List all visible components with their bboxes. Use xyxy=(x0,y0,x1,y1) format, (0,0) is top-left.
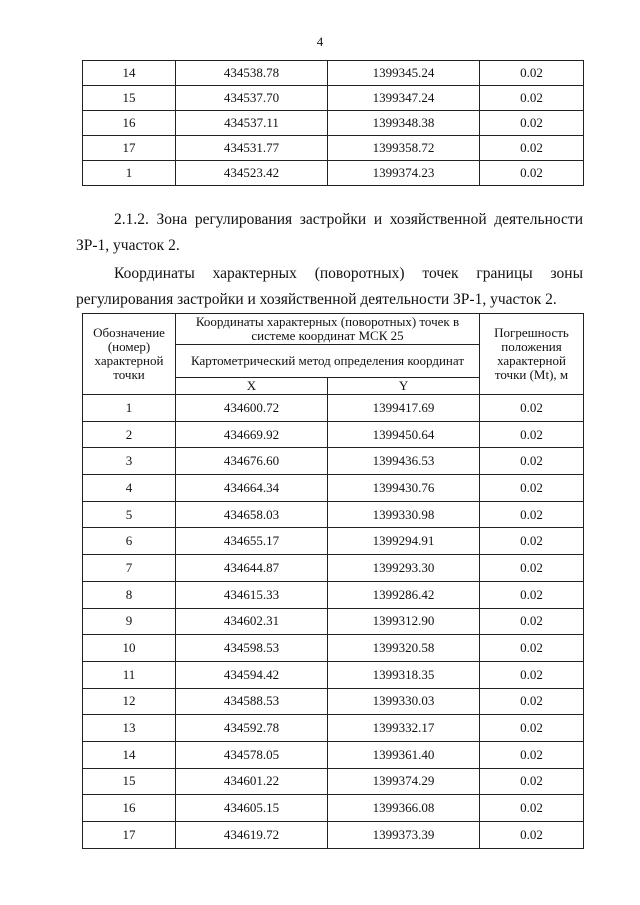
cell-accuracy: 0.02 xyxy=(480,635,584,662)
cell-y: 1399417.69 xyxy=(328,395,480,422)
cell-y: 1399436.53 xyxy=(328,448,480,475)
cell-point-number: 12 xyxy=(83,688,176,715)
header-accuracy: Погрешность положения характерной точки (Mt), м xyxy=(480,314,584,395)
cell-x: 434601.22 xyxy=(176,768,328,795)
cell-y: 1399348.38 xyxy=(328,111,480,136)
table-row xyxy=(83,741,584,768)
cell-x: 434594.42 xyxy=(176,661,328,688)
cell-accuracy: 0.02 xyxy=(480,581,584,608)
cell-point-number: 17 xyxy=(83,136,176,161)
cell-y: 1399286.42 xyxy=(328,581,480,608)
section-heading: 2.1.2. Зона регулирования застройки и хозяйственной деятельности ЗР-1, участок 2. xyxy=(76,211,583,254)
cell-y: 1399361.40 xyxy=(328,741,480,768)
cell-y: 1399330.98 xyxy=(328,501,480,528)
intro-line-2: регулирования застройки и хозяйственной деятельности ЗР-1, участок 2. xyxy=(76,291,557,308)
cell-x: 434669.92 xyxy=(176,421,328,448)
cell-y: 1399293.30 xyxy=(328,555,480,582)
header-point-number: Обозначение (номер) характерной точки xyxy=(83,314,176,395)
cell-x: 434605.15 xyxy=(176,795,328,822)
cell-x: 434655.17 xyxy=(176,528,328,555)
cell-x: 434619.72 xyxy=(176,822,328,849)
cell-point-number: 9 xyxy=(83,608,176,635)
coordinates-table xyxy=(82,313,584,849)
cell-y: 1399373.39 xyxy=(328,822,480,849)
cell-accuracy: 0.02 xyxy=(480,421,584,448)
table-row xyxy=(83,421,584,448)
table-row xyxy=(83,528,584,555)
cell-x: 434600.72 xyxy=(176,395,328,422)
cell-accuracy: 0.02 xyxy=(480,741,584,768)
cell-y: 1399366.08 xyxy=(328,795,480,822)
cell-x: 434537.11 xyxy=(176,111,328,136)
intro-paragraph xyxy=(76,261,583,313)
table-row xyxy=(83,448,584,475)
cell-point-number: 15 xyxy=(83,768,176,795)
cell-accuracy: 0.02 xyxy=(480,501,584,528)
cell-point-number: 17 xyxy=(83,822,176,849)
table-row xyxy=(83,475,584,502)
table-row xyxy=(83,581,584,608)
table-row xyxy=(83,822,584,849)
table-row xyxy=(83,111,584,136)
cell-point-number: 3 xyxy=(83,448,176,475)
cell-x: 434523.42 xyxy=(176,161,328,186)
cell-accuracy: 0.02 xyxy=(480,395,584,422)
cell-x: 434588.53 xyxy=(176,688,328,715)
header-x: X xyxy=(176,378,328,395)
cell-x: 434598.53 xyxy=(176,635,328,662)
cell-point-number: 7 xyxy=(83,555,176,582)
cell-point-number: 4 xyxy=(83,475,176,502)
cell-x: 434676.60 xyxy=(176,448,328,475)
header-method: Картометрический метод определения координат xyxy=(176,345,480,378)
cell-accuracy: 0.02 xyxy=(480,608,584,635)
cell-y: 1399374.29 xyxy=(328,768,480,795)
cell-point-number: 16 xyxy=(83,795,176,822)
cell-point-number: 5 xyxy=(83,501,176,528)
table-row xyxy=(83,661,584,688)
table-row xyxy=(83,795,584,822)
table-row xyxy=(83,61,584,86)
cell-accuracy: 0.02 xyxy=(480,136,584,161)
cell-y: 1399374.23 xyxy=(328,161,480,186)
cell-point-number: 1 xyxy=(83,161,176,186)
cell-point-number: 14 xyxy=(83,61,176,86)
cell-accuracy: 0.02 xyxy=(480,795,584,822)
cell-x: 434538.78 xyxy=(176,61,328,86)
cell-accuracy: 0.02 xyxy=(480,86,584,111)
cell-point-number: 6 xyxy=(83,528,176,555)
cell-y: 1399320.58 xyxy=(328,635,480,662)
table-row xyxy=(83,688,584,715)
cell-point-number: 11 xyxy=(83,661,176,688)
cell-x: 434531.77 xyxy=(176,136,328,161)
header-y: Y xyxy=(328,378,480,395)
cell-x: 434592.78 xyxy=(176,715,328,742)
cell-x: 434602.31 xyxy=(176,608,328,635)
cell-y: 1399358.72 xyxy=(328,136,480,161)
table-row xyxy=(83,768,584,795)
cell-x: 434537.70 xyxy=(176,86,328,111)
cell-y: 1399332.17 xyxy=(328,715,480,742)
cell-accuracy: 0.02 xyxy=(480,715,584,742)
table-row xyxy=(83,715,584,742)
cell-x: 434658.03 xyxy=(176,501,328,528)
intro-line-1: Координаты характерных (поворотных) точек границы зоны xyxy=(114,265,583,282)
cell-point-number: 15 xyxy=(83,86,176,111)
cell-accuracy: 0.02 xyxy=(480,528,584,555)
cell-accuracy: 0.02 xyxy=(480,61,584,86)
cell-x: 434644.87 xyxy=(176,555,328,582)
cell-y: 1399345.24 xyxy=(328,61,480,86)
cell-y: 1399430.76 xyxy=(328,475,480,502)
cell-point-number: 1 xyxy=(83,395,176,422)
cell-y: 1399312.90 xyxy=(328,608,480,635)
table-row xyxy=(83,635,584,662)
cell-y: 1399318.35 xyxy=(328,661,480,688)
table-row xyxy=(83,608,584,635)
cell-accuracy: 0.02 xyxy=(480,688,584,715)
cell-y: 1399347.24 xyxy=(328,86,480,111)
cell-accuracy: 0.02 xyxy=(480,448,584,475)
table-row xyxy=(83,395,584,422)
cell-accuracy: 0.02 xyxy=(480,161,584,186)
cell-y: 1399330.03 xyxy=(328,688,480,715)
cell-accuracy: 0.02 xyxy=(480,822,584,849)
cell-point-number: 14 xyxy=(83,741,176,768)
cell-point-number: 2 xyxy=(83,421,176,448)
coordinates-table-continuation xyxy=(82,60,584,186)
table-row xyxy=(83,136,584,161)
header-coordinates-group: Координаты характерных (поворотных) точек в системе координат МСК 25 xyxy=(176,314,480,345)
cell-y: 1399450.64 xyxy=(328,421,480,448)
table-row xyxy=(83,86,584,111)
cell-point-number: 8 xyxy=(83,581,176,608)
cell-accuracy: 0.02 xyxy=(480,111,584,136)
cell-point-number: 13 xyxy=(83,715,176,742)
cell-accuracy: 0.02 xyxy=(480,661,584,688)
cell-x: 434664.34 xyxy=(176,475,328,502)
cell-point-number: 16 xyxy=(83,111,176,136)
table-row xyxy=(83,555,584,582)
cell-y: 1399294.91 xyxy=(328,528,480,555)
cell-accuracy: 0.02 xyxy=(480,475,584,502)
cell-point-number: 10 xyxy=(83,635,176,662)
table-row xyxy=(83,501,584,528)
cell-accuracy: 0.02 xyxy=(480,768,584,795)
page-number: 4 xyxy=(316,34,324,49)
cell-accuracy: 0.02 xyxy=(480,555,584,582)
table-row xyxy=(83,161,584,186)
cell-x: 434615.33 xyxy=(176,581,328,608)
cell-x: 434578.05 xyxy=(176,741,328,768)
